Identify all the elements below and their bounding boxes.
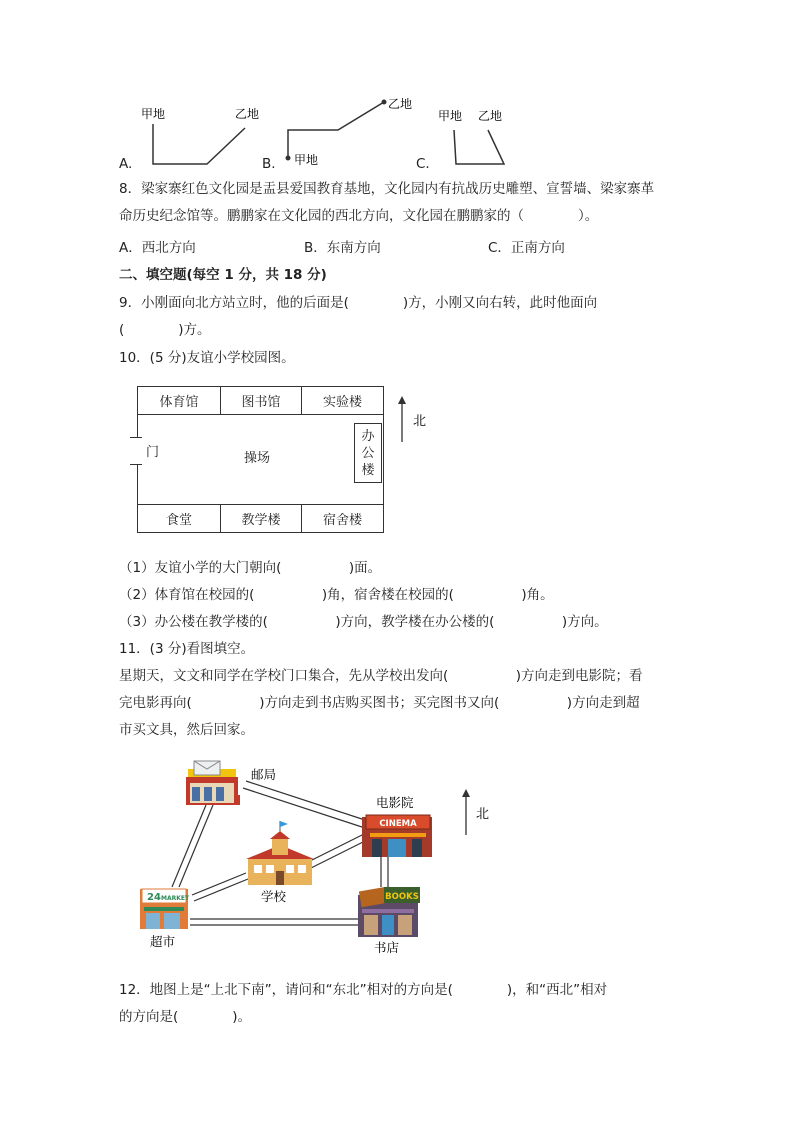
q10-sub-2: （2）体育馆在校园的( )角，宿舍楼在校园的( )角。	[119, 587, 554, 603]
books-sign-text: BOOKS	[385, 892, 419, 902]
option-b-end-label: 乙地	[388, 97, 413, 111]
campus-map	[137, 386, 384, 532]
town-north-label: 北	[476, 807, 490, 822]
map-cell-library: 图书馆	[220, 386, 302, 415]
option-a-start-label: 甲地	[141, 107, 166, 121]
option-b-route-diagram	[278, 90, 428, 170]
section-2-heading: 二、填空题(每空 1 分，共 18 分)	[119, 267, 327, 283]
option-c-start-label: 甲地	[438, 109, 463, 123]
q11-line-1: 星期天，文文和同学在学校门口集合，先从学校出发向( )方向走到电影院；看	[119, 668, 643, 684]
campus-north-label: 北	[413, 414, 427, 429]
option-c-end-label: 乙地	[478, 109, 503, 123]
q11-title: 11．(3 分)看图填空。	[119, 641, 255, 657]
gate-opening	[136, 437, 142, 465]
supermarket-icon	[140, 889, 190, 929]
q8-line-2: 命历史纪念馆等。鹏鹏家在文化园的西北方向，文化园在鹏鹏家的（ ）。	[119, 208, 599, 224]
bookstore-label: 书店	[374, 940, 400, 955]
q11-line-2: 完电影再向( )方向走到书店购买图书；买完图书又向( )方向走到超	[119, 695, 640, 711]
cinema-sign-text: CINEMA	[379, 819, 417, 829]
q10-title: 10．(5 分)友谊小学校园图。	[119, 350, 295, 366]
map-cell-teaching-building: 教学楼	[220, 504, 302, 533]
option-b-letter: B.	[262, 156, 276, 172]
option-b-start-label: 甲地	[294, 153, 319, 167]
post-office-label: 邮局	[251, 767, 277, 782]
map-cell-dormitory: 宿舍楼	[301, 504, 384, 533]
cinema-icon	[362, 815, 432, 857]
gate-label: 门	[146, 445, 160, 460]
town-map	[130, 755, 510, 955]
map-cell-canteen: 食堂	[137, 504, 221, 533]
supermarket-label: 超市	[150, 934, 176, 949]
q8-option-a: A．西北方向	[119, 240, 196, 256]
option-a-route-diagram	[135, 100, 265, 170]
q8-option-c: C．正南方向	[488, 240, 565, 256]
q10-sub-1: （1）友谊小学的大门朝向( )面。	[119, 560, 382, 576]
q11-line-3: 市买文具，然后回家。	[119, 722, 254, 738]
town-north-arrow	[462, 789, 470, 835]
q8-line-1: 8．梁家寨红色文化园是盂县爱国教育基地，文化园内有抗战历史雕塑、宣誓墙、梁家寨革	[119, 181, 655, 197]
cinema-label: 电影院	[376, 795, 414, 810]
q9-line-2: ( )方。	[119, 322, 211, 338]
q12-line-2: 的方向是( )。	[119, 1009, 252, 1025]
map-cell-gym: 体育馆	[137, 386, 221, 415]
map-cell-office-building: 办 公 楼	[354, 423, 382, 483]
post-office-icon	[186, 761, 240, 805]
map-cell-lab-building: 实验楼	[301, 386, 384, 415]
market-number-text: 24	[147, 892, 161, 903]
option-a-end-label: 乙地	[235, 107, 260, 121]
q9-line-1: 9．小刚面向北方站立时，他的后面是( )方，小刚又向右转，此时他面向	[119, 295, 598, 311]
map-field-label: 操场	[244, 451, 271, 466]
q12-line-1: 12．地图上是“上北下南”，请问和“东北”相对的方向是( )，和“西北”相对	[119, 982, 608, 998]
market-sign-text: MARKET	[161, 895, 190, 902]
q8-option-b: B．东南方向	[304, 240, 381, 256]
bookstore-icon	[358, 887, 420, 937]
q10-sub-3: （3）办公楼在教学楼的( )方向，教学楼在办公楼的( )方向。	[119, 614, 608, 630]
option-c-letter: C.	[416, 156, 430, 172]
school-icon	[246, 821, 314, 885]
option-a-letter: A.	[119, 156, 133, 172]
option-c-route-diagram	[434, 100, 534, 170]
campus-north-arrow	[393, 394, 433, 444]
school-label: 学校	[261, 889, 287, 904]
